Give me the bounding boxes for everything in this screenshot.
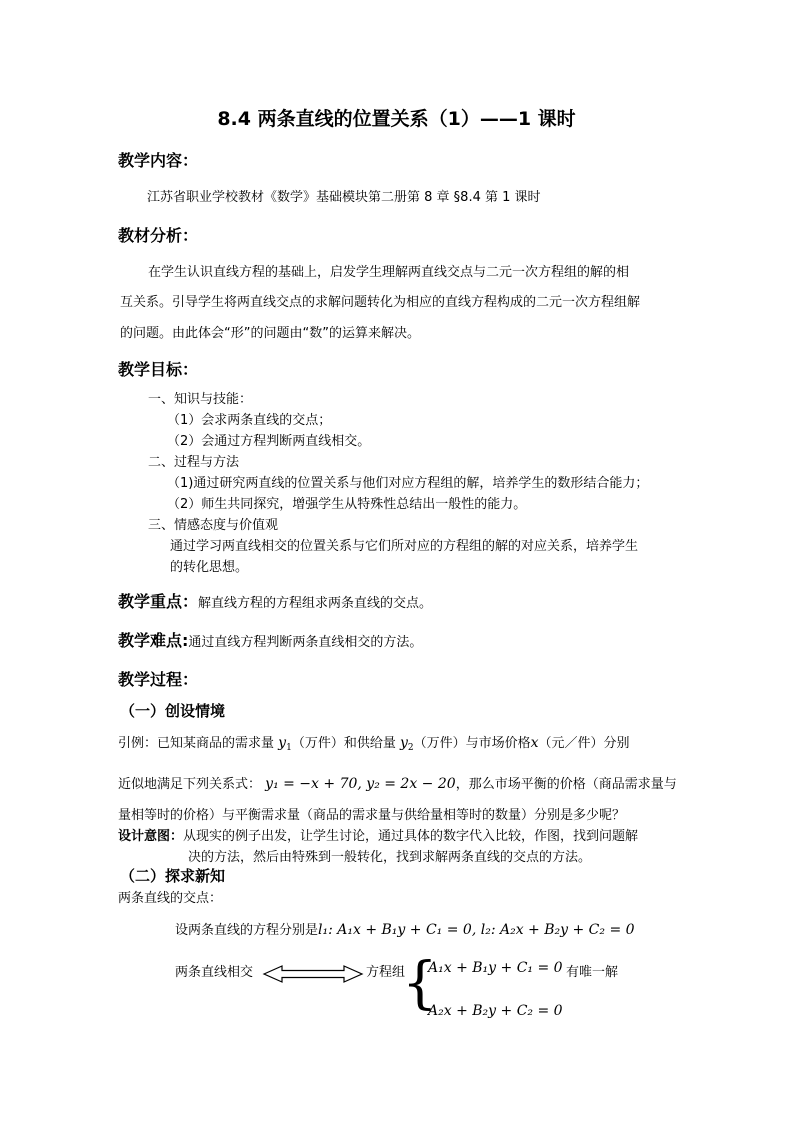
goal-3-line-1: 通过学习两直线相交的位置关系与它们所对应的方程组的解的对应关系，培养学生: [170, 539, 639, 554]
intro-line-2: [118, 773, 677, 792]
double-arrow-icon: [262, 964, 364, 984]
section-2-title: （二）探求新知: [120, 867, 226, 885]
goal-1-item-1: （1）会求两条直线的交点；: [167, 413, 332, 428]
difficulty-label: 教学难点:: [118, 631, 189, 650]
var-y2-sub: 2: [407, 743, 414, 753]
goal-1-title: 一、知识与技能：: [148, 392, 253, 407]
goal-2-item-1: （1)通过研究两直线的位置关系与他们对应方程组的解，培养学生的数形结合能力；: [167, 476, 649, 491]
demand-supply-formula: y₁ = −x + 70, y₂ = 2x − 20: [265, 776, 456, 792]
var-y1-letter: y: [278, 735, 287, 751]
intro-text-b: （万件）和供给量: [291, 736, 396, 751]
key-point: [118, 589, 432, 612]
difficulty: [118, 628, 422, 651]
system-equation-1: A₁x + B₁y + C₁ = 0: [428, 960, 563, 976]
system-equation-2: A₂x + B₂y + C₂ = 0: [428, 1003, 563, 1019]
design-intent: [118, 825, 638, 844]
var-y1-sub: 1: [286, 743, 292, 753]
process-heading: 教学过程：: [118, 670, 199, 689]
intro-line-2-a: 近似地满足下列关系式：: [118, 777, 262, 792]
var-y1: [278, 735, 292, 751]
design-line-1: 从现实的例子出发，让学生讨论，通过具体的数字代入比较，作图，找到问题解: [183, 829, 639, 844]
intro-line-3: 量相等时的价格）与平衡需求量（商品的需求量与供给量相等时的数量）分别是多少呢？: [118, 808, 626, 823]
intersection-label: 两条直线的交点：: [118, 891, 223, 906]
goal-3-title: 三、情感态度与价值观: [148, 518, 279, 533]
analysis-line-3: 的问题。由此体会“形”的问题由“数”的运算来解决。: [120, 326, 420, 341]
section-1-title: （一）创设情境: [120, 702, 226, 720]
analysis-line-1: 在学生认识直线方程的基础上，启发学生理解两直线交点与二元一次方程组的解的相: [148, 265, 630, 280]
page-title: 8.4 两条直线的位置关系（1）——1 课时: [217, 108, 576, 130]
key-point-text: 解直线方程的方程组求两条直线的交点。: [198, 596, 433, 611]
design-label: 设计意图：: [118, 829, 184, 844]
line-equations: [175, 919, 635, 938]
intro-line-2-b: ，那么市场平衡的价格（商品需求量与: [455, 777, 677, 792]
goal-2-item-2: （2）师生共同探究，增强学生从特殊性总结出一般性的能力。: [167, 497, 527, 512]
analysis-heading: 教材分析：: [118, 226, 199, 245]
goal-1-item-2: （2）会通过方程判断两直线相交。: [167, 434, 371, 449]
var-y2: [400, 735, 414, 751]
left-brace-icon: {: [402, 951, 438, 1016]
goal-3-line-2: 的转化思想。: [170, 560, 249, 575]
intro-text-a: 引例：已知某商品的需求量: [118, 736, 275, 751]
var-x: x: [530, 735, 539, 751]
goals-heading: 教学目标：: [118, 360, 199, 379]
goal-2-title: 二、过程与方法: [148, 455, 240, 470]
analysis-line-2: 互关系。引导学生将两直线交点的求解问题转化为相应的直线方程构成的二元一次方程组解: [120, 295, 641, 310]
intro-text-c: （万件）与市场价格: [413, 736, 531, 751]
difficulty-text: 通过直线方程判断两条直线相交的方法。: [188, 635, 423, 650]
system-label: 方程组: [366, 965, 406, 980]
content-text: 江苏省职业学校教材《数学》基础模块第二册第 8 章 §8.4 第 1 课时: [147, 190, 541, 205]
intro-text-d: （元／件）分别: [538, 736, 630, 751]
var-y2-letter: y: [399, 735, 408, 751]
unique-solution-label: 有唯一解: [566, 965, 619, 980]
equations-formula: l₁: A₁x + B₁y + C₁ = 0, l₂: A₂x + B₂y + C₂ = 0: [318, 922, 635, 938]
key-point-label: 教学重点：: [118, 592, 199, 611]
design-line-2: 决的方法，然后由特殊到一般转化，找到求解两条直线的交点的方法。: [188, 850, 592, 865]
intro-line-1: [118, 732, 630, 753]
content-heading: 教学内容：: [118, 151, 199, 170]
intersect-label: 两条直线相交: [175, 965, 254, 980]
equations-intro: 设两条直线的方程分别是: [175, 923, 319, 938]
